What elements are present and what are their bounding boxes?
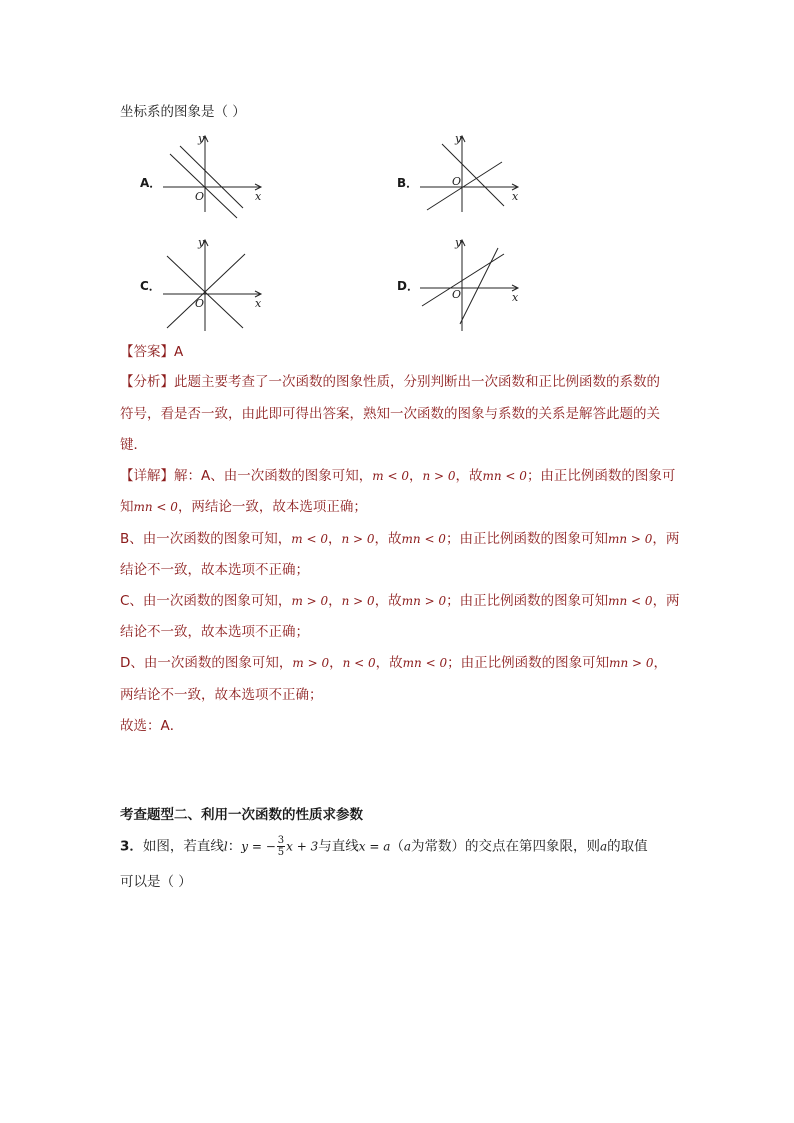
graph-line-1 xyxy=(422,254,504,306)
detail-d-mid-2: ；由正比例函数的图象可知 xyxy=(447,655,610,671)
detail-c-line-1 xyxy=(120,591,680,611)
option-d-graph xyxy=(412,236,522,331)
detail-a-suffix: ；由正比例函数的图象可 xyxy=(526,468,676,484)
detail-c-cond-2: n > 0 xyxy=(341,594,375,608)
detail-c-mid: ，故 xyxy=(374,593,402,609)
option-a-graph xyxy=(155,132,265,212)
axis-y-label: y xyxy=(455,236,462,249)
detail-b-cond-4: mn > 0 xyxy=(607,532,653,546)
analysis-line-3: 键． xyxy=(120,437,147,453)
graph-line-2 xyxy=(167,254,245,328)
param-a: a xyxy=(403,839,412,854)
axis-y-label: y xyxy=(198,132,205,145)
detail-tag: 【详解】 xyxy=(120,468,174,484)
fraction xyxy=(277,835,285,858)
detail-c-cond-3: mn > 0 xyxy=(401,594,447,608)
detail-d-line-1 xyxy=(120,653,667,673)
detail-d-suffix: ， xyxy=(653,655,668,671)
detail-a-mid: ，故 xyxy=(455,468,483,484)
fraction-denominator: 5 xyxy=(277,847,285,858)
detail-a-line-1 xyxy=(120,466,675,486)
axis-x-label: x xyxy=(255,190,262,203)
separator: ， xyxy=(329,655,343,671)
detail-d-prefix: D、由一次函数的图象可知， xyxy=(120,655,293,671)
graph-line-2 xyxy=(180,146,243,208)
detail-d-cond-1: m > 0 xyxy=(292,656,330,670)
origin-label: O xyxy=(452,288,462,301)
q3-text-1: 如图，若直线 xyxy=(142,838,224,855)
analysis-text-1: 此题主要考查了一次函数的图象性质，分别判断出一次函数和正比例函数的系数的 xyxy=(174,374,660,390)
detail-b-cond-3: mn < 0 xyxy=(401,532,446,546)
graph-line-2 xyxy=(460,248,498,324)
detail-a2-cond: mn < 0 xyxy=(133,500,178,514)
question-2-stem-tail: 坐标系的图象是（ ） xyxy=(120,104,246,120)
detail-b-cond-2: n > 0 xyxy=(341,532,375,546)
detail-c-line-2: 结论不一致，故本选项不正确； xyxy=(120,624,309,640)
detail-d-line-2: 两结论不一致，故本选项不正确； xyxy=(120,687,323,703)
detail-c-cond-1: m > 0 xyxy=(291,594,329,608)
graph-line-1 xyxy=(427,162,502,210)
question-3-line-1 xyxy=(120,835,648,858)
axis-y-label: y xyxy=(455,132,462,145)
colon: ： xyxy=(227,838,242,855)
detail-c-suffix: ，两 xyxy=(652,593,680,609)
paren-text: 为常数） xyxy=(411,838,466,855)
detail-d-cond-4: mn > 0 xyxy=(609,656,654,670)
separator: ， xyxy=(328,593,342,609)
graph-line-1 xyxy=(170,154,237,218)
detail-a-prefix: 解：A、由一次函数的图象可知， xyxy=(174,468,373,484)
detail-d-cond-3: mn < 0 xyxy=(402,656,448,670)
origin-label: O xyxy=(195,190,205,203)
answer-line xyxy=(120,342,183,362)
question-3-line-2: 可以是（ ） xyxy=(120,874,192,890)
axis-x-label: x xyxy=(512,190,519,203)
detail-d-mid: ，故 xyxy=(375,655,403,671)
section-title: 考查题型二、利用一次函数的性质求参数 xyxy=(120,807,363,823)
question-number: 3． xyxy=(120,838,143,855)
equation-left: y = − xyxy=(241,839,276,854)
axis-y-label: y xyxy=(198,236,205,249)
detail-c-mid-2: ；由正比例函数的图象可知 xyxy=(446,593,609,609)
equation-right: x + 3 xyxy=(286,839,319,854)
origin-label: O xyxy=(195,297,205,310)
answer-value: A xyxy=(174,344,184,360)
detail-b-mid-2: ；由正比例函数的图象可知 xyxy=(445,531,608,547)
q3-text-3: 的交点在第四象限，则 xyxy=(465,838,601,855)
option-b-label: B． xyxy=(397,176,419,190)
separator: ， xyxy=(327,531,342,547)
axis-x-label: x xyxy=(512,291,519,304)
detail-b-suffix: ，两 xyxy=(652,531,680,547)
axis-x-label: x xyxy=(255,297,262,310)
line-name: l xyxy=(223,839,228,854)
paren-open: （ xyxy=(390,838,404,855)
option-b-graph xyxy=(412,132,522,212)
detail-a-cond-1: m < 0 xyxy=(372,469,409,483)
detail-b-line-1 xyxy=(120,529,679,549)
detail-b-line-2: 结论不一致，故本选项不正确； xyxy=(120,562,309,578)
detail-a2-suffix: ，两结论一致，故本选项正确； xyxy=(177,499,367,515)
option-c-graph xyxy=(155,236,265,331)
equation-2: x = a xyxy=(358,839,391,854)
detail-a-cond-3: mn < 0 xyxy=(482,469,527,483)
origin-label: O xyxy=(452,175,462,188)
analysis-line-2: 符号，看是否一致，由此即可得出答案，熟知一次函数的图象与系数的关系是解答此题的关 xyxy=(120,406,660,422)
q3-text-4: 的取值 xyxy=(607,838,648,855)
analysis-tag: 【分析】 xyxy=(120,374,174,390)
detail-c-prefix: C、由一次函数的图象可知， xyxy=(120,593,292,609)
detail-a2-prefix: 知 xyxy=(120,499,134,515)
q3-text-2: 与直线 xyxy=(318,838,359,855)
fraction-numerator: 3 xyxy=(277,835,285,846)
answer-tag: 【答案】 xyxy=(120,344,174,360)
detail-b-prefix: B、由一次函数的图象可知， xyxy=(120,531,292,547)
detail-c-cond-4: mn < 0 xyxy=(608,594,653,608)
analysis-line-1 xyxy=(120,372,660,392)
separator: ， xyxy=(408,468,423,484)
detail-a-line-2 xyxy=(120,497,367,517)
detail-a-cond-2: n > 0 xyxy=(422,469,456,483)
option-c-label: C． xyxy=(140,279,161,293)
detail-b-mid: ，故 xyxy=(374,531,402,547)
detail-b-cond-1: m < 0 xyxy=(291,532,328,546)
option-d-label: D． xyxy=(397,279,419,293)
final-choice: 故选：A． xyxy=(120,718,184,734)
option-a-label: A． xyxy=(140,176,162,190)
detail-d-cond-2: n < 0 xyxy=(342,656,376,670)
param-a-2: a xyxy=(600,839,608,854)
